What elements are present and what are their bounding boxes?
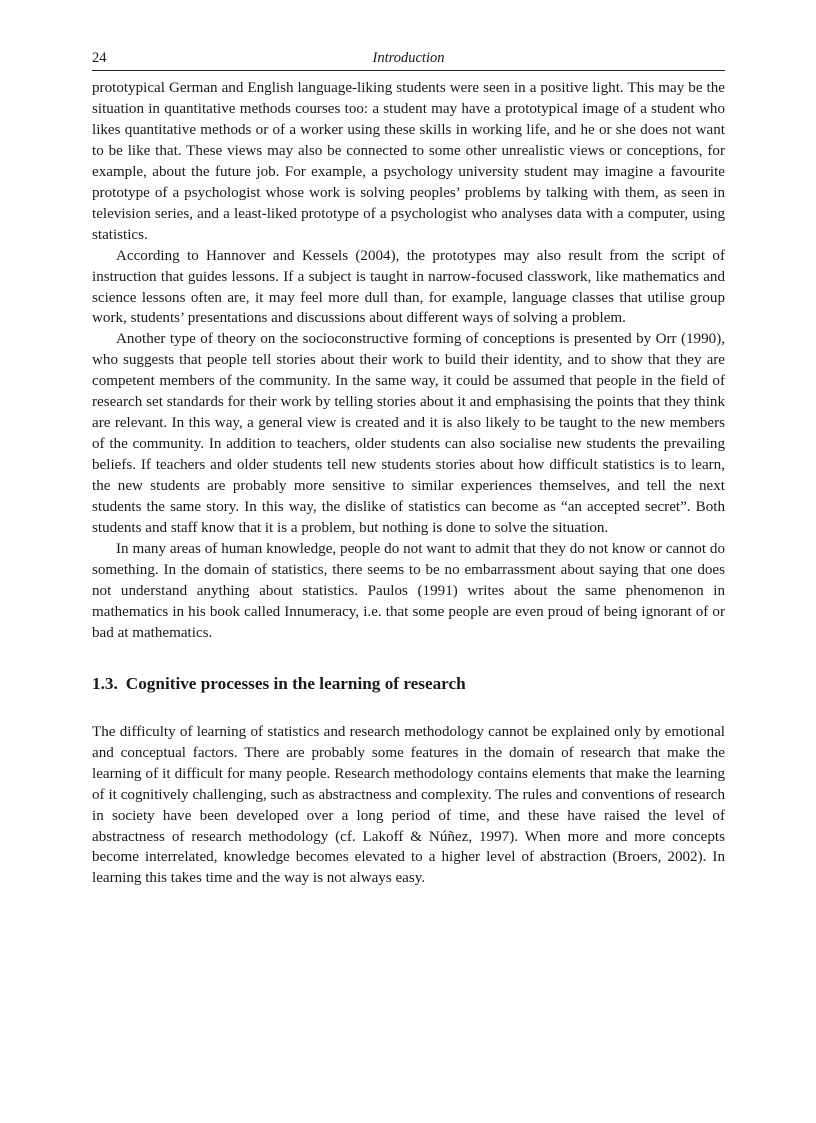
- section-number: 1.3.: [92, 673, 118, 693]
- paragraph-cognitive-difficulty: The difficulty of learning of statistics and research methodology cannot be explained only by emotional and conceptual factors. There are probably some features in the domain of research that make the learning of it difficult for many people. Research methodology contains elements that make the learning of it cognitively challenging, such as abstractness and complexity. The rules and conventions of research in society have been developed over a long period of time, and these have raised the level of abstractness of research methodology (cf. Lakoff & Núñez, 1997). When more and more concepts become interrelated, knowledge becomes elevated to a higher level of abstraction (Broers, 2002). In learning this takes time and the way is not always easy.: [92, 723, 725, 887]
- section-title: Cognitive processes in the learning of research: [125, 673, 466, 693]
- paragraph-prototypes-continued: prototypical German and English language-liking students were seen in a positive light. This may be the situation in quantitative methods courses too: a student may have a prototypical image of a student who likes quantitative methods or of a worker using these skills in working life, and he or she does not want to be like that. These views may also be connected to some other unrealistic views or conceptions, for example, about the future job. For example, a psychology university student may imagine a favourite prototype of a psychologist whose work is solving peoples’ problems by talking with them, as seen in television series, and a least-liked prototype of a psychologist who analyses data with a computer, using statistics.: [92, 80, 725, 243]
- paragraph-hannover-kessels: According to Hannover and Kessels (2004), the prototypes may also result from the script of instruction that guides lessons. If a subject is taught in narrow-focused classwork, like mathematics and science lessons often are, it may feel more dull than, for example, language classes that utilise group work, students’ presentations and discussions about different ways of solving a problem.: [92, 247, 725, 327]
- section-heading: [92, 673, 725, 695]
- book-page: [92, 48, 725, 889]
- page-number: 24: [92, 50, 107, 66]
- chapter-title: Introduction: [372, 50, 445, 66]
- paragraph-innumeracy: In many areas of human knowledge, people do not want to admit that they do not know or cannot do something. In the domain of statistics, there seems to be no embarrassment about saying that one does not understand anything about statistics. Paulos (1991) writes about the same phenomenon in mathematics in his book called Innumeracy, i.e. that some people are even proud of being ignorant of or bad at mathematics.: [92, 540, 725, 641]
- body-text: [92, 78, 725, 889]
- running-head: [92, 48, 725, 71]
- paragraph-orr-stories: Another type of theory on the socioconstructive forming of conceptions is presented by Orr (1990), who suggests that people tell stories about their work to build their identity, and to show that they are competent members of the community. In the same way, it could be assumed that people in the field of research set standards for their work by telling stories about it and emphasising the points that they think are relevant. In this way, a general view is created and it is also likely to be taught to the new members of the community. In addition to teachers, older students can also socialise new students the prevailing beliefs. If teachers and older students tell new students stories about how difficult statistics is to learn, the new students are probably more sensitive to similar experiences themselves, and tell the next students the same story. In this way, the dislike of statistics can become as “an accepted secret”. Both students and staff know that it is a problem, but nothing is done to solve the situation.: [92, 331, 725, 537]
